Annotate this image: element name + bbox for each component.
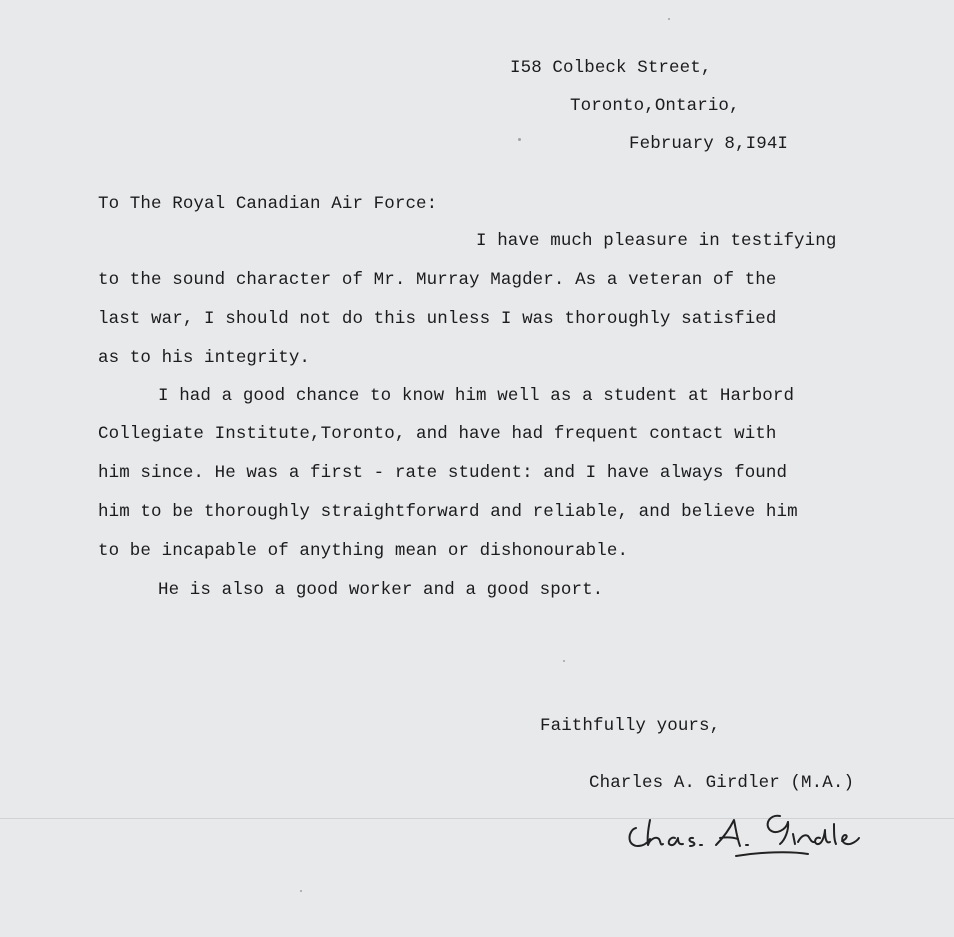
paper-speck [300,890,302,892]
handwritten-signature [620,808,880,868]
paper-speck [518,138,521,141]
paper-speck [668,18,670,20]
body-line: him to be thoroughly straightforward and reliable, and believe him [98,502,798,522]
address-street: I58 Colbeck Street, [510,58,712,78]
closing: Faithfully yours, [540,716,721,736]
signer-name: Charles A. Girdler (M.A.) [589,773,855,793]
body-line: Collegiate Institute,Toronto, and have had frequent contact with [98,424,777,444]
body-line: him since. He was a first - rate student: and I have always found [98,463,788,483]
paper-speck [563,660,565,662]
body-line: last war, I should not do this unless I was thoroughly satisfied [98,309,777,329]
body-line: as to his integrity. [98,348,311,368]
body-line: to the sound character of Mr. Murray Magder. As a veteran of the [98,270,777,290]
address-city: Toronto,Ontario, [570,96,740,116]
body-line: I have much pleasure in testifying [476,231,837,251]
letter-date: February 8,I94I [629,134,789,154]
salutation: To The Royal Canadian Air Force: [98,194,438,214]
body-line: He is also a good worker and a good sport. [158,580,604,600]
body-line: I had a good chance to know him well as a student at Harbord [158,386,795,406]
body-line: to be incapable of anything mean or dishonourable. [98,541,629,561]
